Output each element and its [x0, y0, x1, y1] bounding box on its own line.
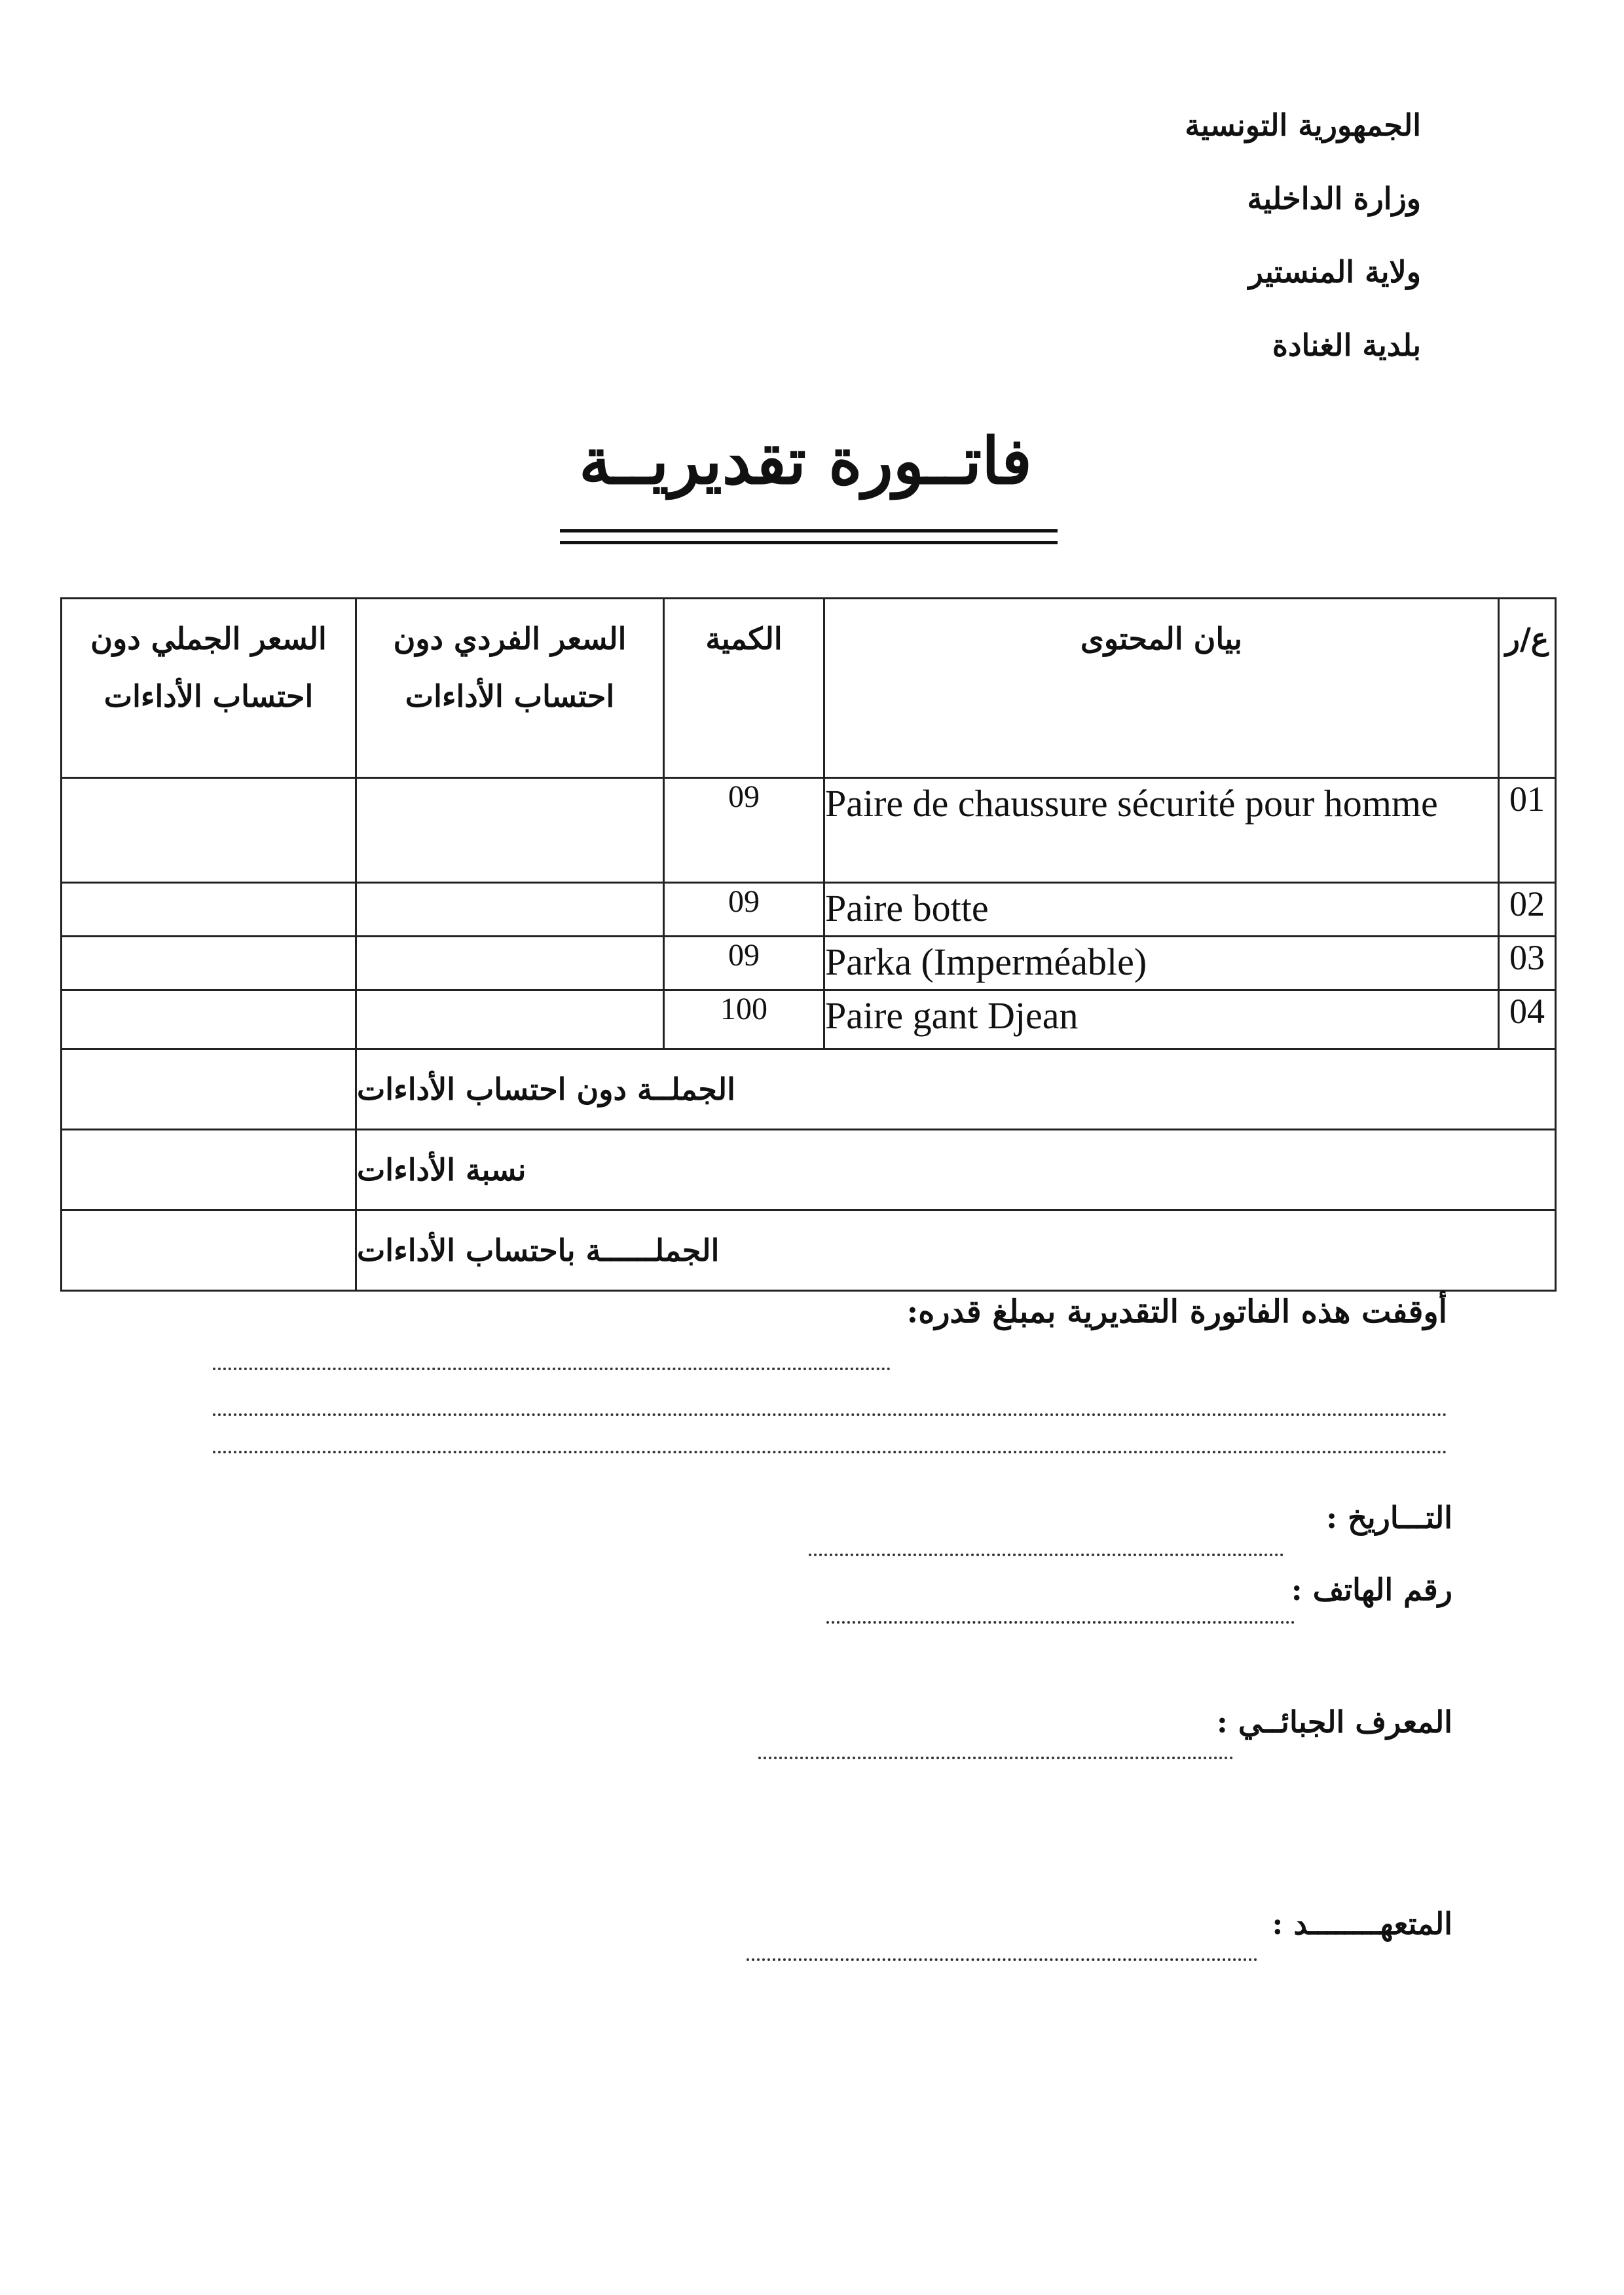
unit-price-cell[interactable]	[356, 883, 664, 937]
quantity-cell: 09	[664, 883, 824, 937]
title-underline-bottom	[560, 541, 1058, 544]
date-dotted-line[interactable]	[809, 1554, 1283, 1556]
quantity-cell: 09	[664, 937, 824, 990]
table-row	[62, 883, 1556, 937]
index-cell: 01	[1499, 778, 1556, 883]
tax-rate-label: نسبة الأداءات	[356, 1130, 1556, 1210]
summary-row-total-without-tax	[62, 1049, 1556, 1130]
description-cell: Paire gant Djean	[824, 990, 1499, 1049]
index-cell: 02	[1499, 883, 1556, 937]
table-row	[62, 937, 1556, 990]
index-cell: 03	[1499, 937, 1556, 990]
header-unit-price-line1: السعر الفردي دون	[393, 621, 627, 656]
summary-row-tax-rate	[62, 1130, 1556, 1210]
total-with-tax-value[interactable]	[62, 1210, 356, 1291]
unit-price-cell[interactable]	[356, 990, 664, 1049]
date-label: التـــاريخ :	[1326, 1500, 1452, 1535]
tax-id-dotted-line[interactable]	[758, 1757, 1233, 1759]
tax-id-label: المعرف الجبائــي :	[1216, 1704, 1452, 1740]
header-index: ع/ر	[1499, 599, 1556, 778]
table-row	[62, 778, 1556, 883]
quantity-cell: 09	[664, 778, 824, 883]
letterhead-republic: الجمهورية التونسية	[1185, 107, 1421, 143]
contractor-field	[1272, 1906, 1452, 1941]
amount-dotted-line-2[interactable]	[213, 1413, 1447, 1416]
quantity-cell: 100	[664, 990, 824, 1049]
total-without-tax-value[interactable]	[62, 1049, 356, 1130]
letterhead-municipality: بلدية الغنادة	[1272, 327, 1421, 363]
title-underline-top	[560, 529, 1058, 532]
header-unit-price	[356, 599, 664, 778]
description-cell: Parka (Imperméable)	[824, 937, 1499, 990]
header-total-price	[62, 599, 356, 778]
total-without-tax-label: الجملــة دون احتساب الأداءات	[356, 1049, 1556, 1130]
total-price-cell[interactable]	[62, 990, 356, 1049]
tax-id-field	[1217, 1704, 1452, 1740]
total-price-cell[interactable]	[62, 883, 356, 937]
table-row	[62, 990, 1556, 1049]
header-description: بيان المحتوى	[824, 599, 1499, 778]
amount-dotted-line-1[interactable]	[213, 1368, 891, 1370]
index-cell: 04	[1499, 990, 1556, 1049]
unit-price-cell[interactable]	[356, 778, 664, 883]
phone-dotted-line[interactable]	[826, 1621, 1295, 1624]
contractor-label: المتعهــــــــد :	[1272, 1906, 1452, 1941]
amount-statement: أوقفت هذه الفاتورة التقديرية بمبلغ قدره:	[906, 1294, 1447, 1330]
phone-label: رقم الهاتف :	[1291, 1572, 1452, 1607]
unit-price-cell[interactable]	[356, 937, 664, 990]
phone-field	[1291, 1572, 1452, 1607]
document-title: فاتــورة تقديريــة	[579, 424, 1032, 499]
items-table	[60, 597, 1557, 1292]
contractor-dotted-line[interactable]	[747, 1958, 1257, 1961]
date-field	[1326, 1500, 1452, 1535]
amount-dotted-line-3[interactable]	[213, 1451, 1447, 1453]
letterhead-governorate: ولاية المنستير	[1248, 254, 1421, 289]
table-header-row	[62, 599, 1556, 778]
description-cell: Paire botte	[824, 883, 1499, 937]
total-with-tax-label: الجملــــــة باحتساب الأداءات	[356, 1210, 1556, 1291]
tax-rate-value[interactable]	[62, 1130, 356, 1210]
header-quantity: الكمية	[664, 599, 824, 778]
letterhead-ministry: وزارة الداخلية	[1247, 181, 1421, 216]
header-total-price-line1: السعر الجملي دون	[90, 621, 327, 656]
summary-row-total-with-tax	[62, 1210, 1556, 1291]
header-unit-price-line2: احتساب الأداءات	[405, 679, 615, 714]
total-price-cell[interactable]	[62, 778, 356, 883]
header-total-price-line2: احتساب الأداءات	[103, 679, 314, 714]
letterhead	[963, 88, 1421, 382]
total-price-cell[interactable]	[62, 937, 356, 990]
description-cell: Paire de chaussure sécurité pour homme	[824, 778, 1499, 883]
